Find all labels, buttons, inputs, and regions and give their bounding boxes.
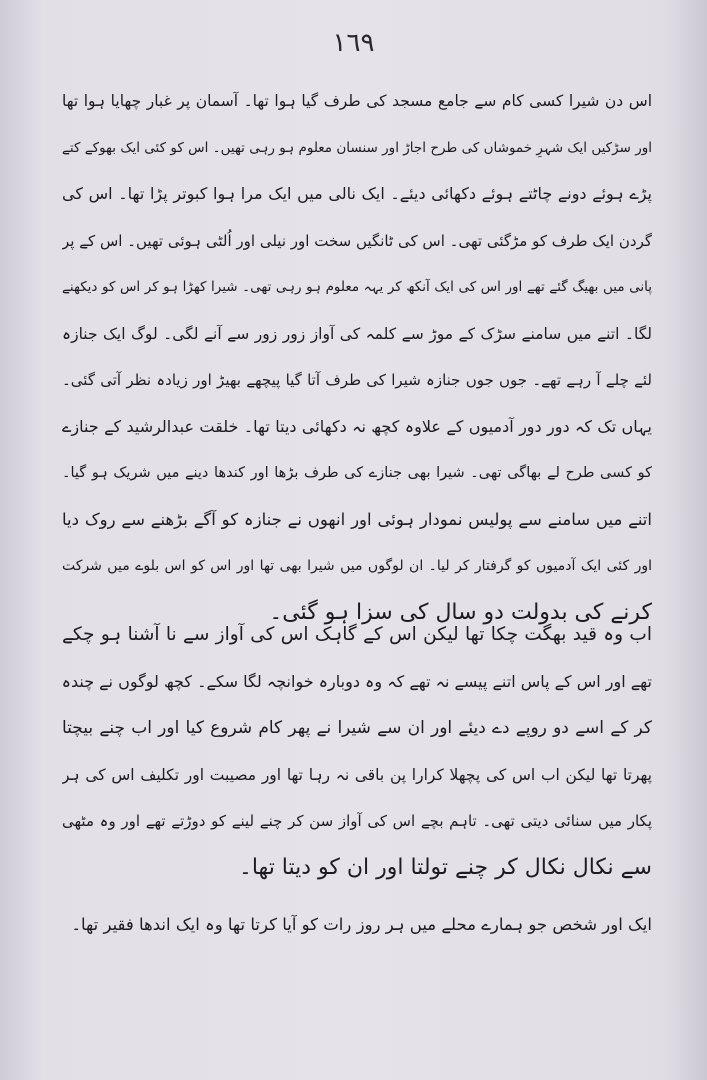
- text-line: اور کئی ایک آدمیوں کو گرفتار کر لیا۔ ان لوگوں میں شیرا بھی تھا اور اس کو اس بلوے میں شرکت: [62, 558, 652, 574]
- text-line: لگا۔ اتنے میں سامنے سڑک کے موڑ سے کلمہ کی آواز زور زور سے آنے لگی۔ لوگ ایک جنازہ: [62, 324, 652, 343]
- text-line: اس دن شیرا کسی کام سے جامع مسجد کی طرف گیا ہوا تھا۔ آسمان پر غبار چھایا ہوا تھا: [62, 92, 652, 110]
- text-line: اور سڑکیں ایک شہرِ خموشاں کی طرح اجاڑ اور سنسان معلوم ہو رہی تھیں۔ اس کو کئی ایک بھوکے کتے: [62, 139, 652, 156]
- paragraph-3: [62, 902, 652, 949]
- text-line: گردن ایک طرف کو مڑگئی تھی۔ اس کی ٹانگیں سخت اور نیلی اور اُلٹی ہوئی تھیں۔ اس کے پر: [62, 231, 652, 250]
- text-line: کرنے کی بدولت دو سال کی سزا ہو گئی۔: [269, 599, 652, 625]
- text-line: کر کے اسے دو روپے دے دیئے اور ان سے شیرا نے پھر کام شروع کیا اور اب چنے بیچتا: [62, 718, 652, 738]
- paragraph-1: [62, 78, 652, 636]
- text-line: پھرتا تھا لیکن اب اس کی پچھلا کرارا پن باقی نہ رہا تھا اور مصیبت اور تکلیف اس کی ہر: [62, 765, 652, 784]
- text-line: پانی میں بھیگ گئے تھے اور اس کی ایک آنکھ کر یہہ معلوم ہو رہی تھی۔ شیرا کھڑا ہو کر اس کو دیکھنے: [62, 279, 652, 295]
- text-line: اتنے میں سامنے سے پولیس نمودار ہوئی اور انھوں نے جنازہ کو آگے بڑھنے سے روک دیا: [62, 509, 652, 529]
- text-line: لئے چلے آ رہے تھے۔ جوں جوں جنازہ شیرا کی طرف آتا گیا پیچھے بھیڑ اور زیادہ نظر آتی گئی۔: [62, 371, 652, 389]
- page-number: ١٦٩: [332, 28, 375, 58]
- text-line: تھے اور اس کے پاس اتنے پیسے نہ تھے کہ وہ دوبارہ خوانچہ لگا سکے۔ کچھ لوگوں نے چندہ: [62, 671, 652, 691]
- paragraph-2: [62, 612, 652, 891]
- text-line: پڑے ہوئے دونے چاٹتے ہوئے دکھائی دیئے۔ ایک نالی میں ایک مرا ہوا کبوتر پڑا تھا۔ اس کی: [62, 184, 652, 203]
- text-line: یہاں تک کہ دور دور آدمیوں کے علاوہ کچھ نہ دکھائی دیتا تھا۔ خلقت عبدالرشید کے جنازے: [62, 416, 652, 436]
- text-line: پکار میں سنائی دیتی تھی۔ تاہم بچے اس کی آواز سن کر چنے لینے کو دوڑتے تھے اور وہ مٹھی: [62, 812, 652, 830]
- text-line: ایک اور شخص جو ہمارے محلے میں ہر روز رات کو آیا کرتا تھا وہ ایک اندھا فقیر تھا۔: [71, 915, 652, 934]
- text-line: اب وہ قید بھگت چکا تھا لیکن اس کے گاہک اس کی آواز سے نا آشنا ہو چکے: [62, 624, 652, 645]
- text-line: کو کسی طرح لے بھاگی تھی۔ شیرا بھی جنازے کی طرف بڑھا اور کندھا دینے میں شریک ہو گیا۔: [62, 465, 652, 481]
- text-line: سے نکال نکال کر چنے تولتا اور ان کو دیتا تھا۔: [238, 854, 652, 880]
